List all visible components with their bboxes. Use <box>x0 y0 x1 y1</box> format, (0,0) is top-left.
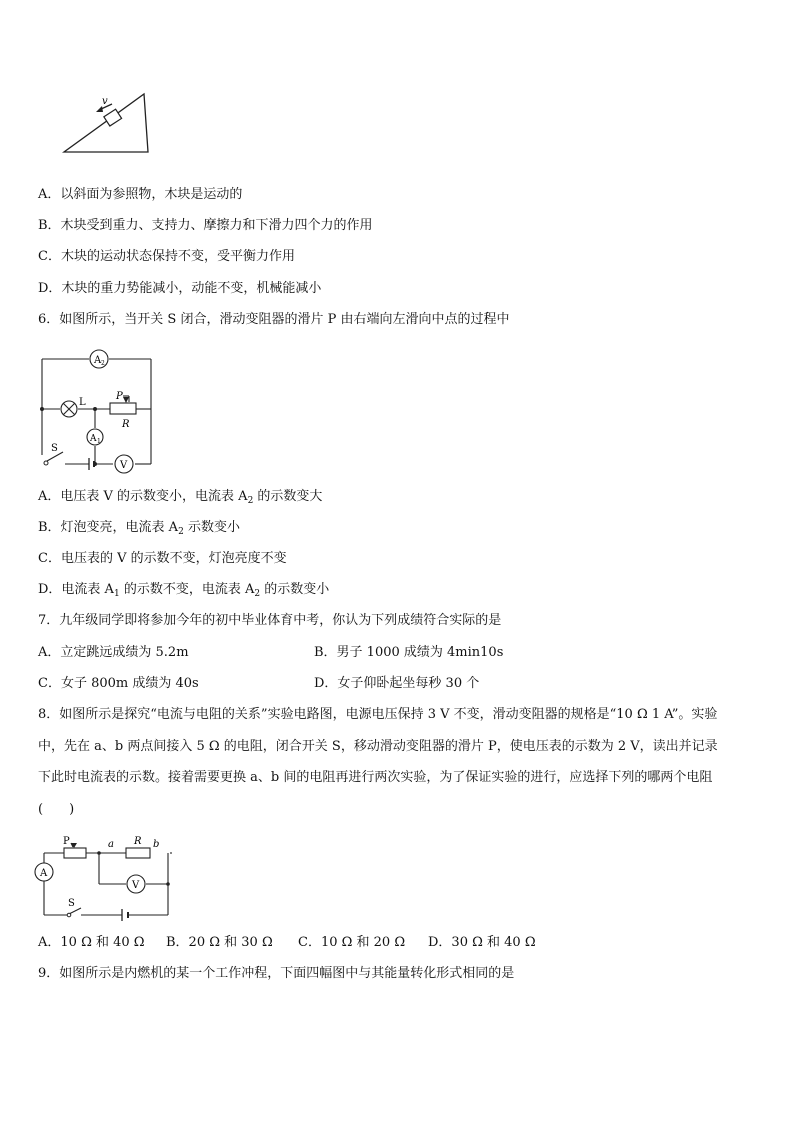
incline-figure <box>60 94 160 164</box>
q9-stem: 9．如图所示是内燃机的某一个工作冲程，下面四幅图中与其能量转化形式相同的是 <box>38 966 515 981</box>
q8-option-c: C．10 Ω 和 20 Ω <box>298 935 406 950</box>
q5-option-c: C．木块的运动状态保持不变，受平衡力作用 <box>38 249 295 264</box>
svg-text:P: P <box>116 391 123 402</box>
q6-option-b: B．灯泡变亮，电流表 $A_2$ 示数变小 <box>38 520 240 537</box>
svg-text:P: P <box>63 836 70 847</box>
svg-text:1: 1 <box>97 438 101 445</box>
q6-option-d: D．电流表 $A_1$ 的示数不变，电流表 $A_2$ 的示数变小 <box>38 582 330 599</box>
q6-stem: 6．如图所示，当开关 S 闭合，滑动变阻器的滑片 P 由右端向左滑向中点的过程中 <box>38 312 510 327</box>
q7-option-a: A．立定跳远成绩为 5.2m <box>38 645 189 660</box>
lamp-l <box>61 397 86 417</box>
svg-text:V: V <box>120 460 128 471</box>
q6-circuit-diagram <box>36 345 156 470</box>
point-b-label: b <box>153 839 160 850</box>
q8-option-b: B．20 Ω 和 30 Ω <box>166 935 273 950</box>
ammeter-a1 <box>87 429 103 445</box>
point-a-label: a <box>108 839 114 850</box>
q6-option-a: A．电压表 V 的示数变小，电流表 $A_2$ 的示数变大 <box>38 489 323 506</box>
q8-stem-line-1: 8．如图所示是探究“电流与电阻的关系”实验电路图，电源电压保持 3 V 不变，滑动变阻器的规格是“10 Ω 1 A”。实验 <box>38 707 718 722</box>
q8-stem-line-3: 下此时电流表的示数。接着需要更换 a、b 间的电阻再进行两次实验，为了保证实验的进行，应选择下列的哪两个电阻 <box>38 770 713 785</box>
q7-stem: 7．九年级同学即将参加今年的初中毕业体育中考，你认为下列成绩符合实际的是 <box>38 613 502 628</box>
ammeter-a <box>35 863 53 881</box>
svg-text:R: R <box>134 836 142 847</box>
svg-text:A: A <box>40 868 48 879</box>
svg-text:2: 2 <box>101 360 105 367</box>
svg-text:A: A <box>90 434 97 444</box>
switch-label: S <box>51 443 58 454</box>
resistor-r <box>126 836 150 858</box>
voltmeter-v <box>127 875 145 893</box>
q7-option-c: C．女子 800m 成绩为 40s <box>38 676 199 691</box>
q6-option-c: C．电压表的 V 的示数不变，灯泡亮度不变 <box>38 551 287 566</box>
q8-stem-line-2: 中，先在 a、b 两点间接入 5 Ω 的电阻，闭合开关 S，移动滑动变阻器的滑片 P，使电压表的示数为 2 V，读出并记录 <box>38 739 718 754</box>
q5-option-a: A．以斜面为参照物，木块是运动的 <box>38 187 243 202</box>
voltmeter-v <box>115 455 133 473</box>
q8-options <box>38 934 536 952</box>
svg-text:A: A <box>94 355 102 366</box>
rheostat <box>63 836 86 858</box>
q5-option-d: D．木块的重力势能减小，动能不变，机械能减小 <box>38 281 322 296</box>
svg-text:L: L <box>79 397 86 408</box>
q7-option-b: B．男子 1000 成绩为 4min10s <box>314 645 504 660</box>
velocity-label: v <box>102 96 108 107</box>
q8-option-a: A．10 Ω 和 40 Ω <box>38 935 145 950</box>
switch-label: S <box>68 898 75 909</box>
q5-option-b: B．木块受到重力、支持力、摩擦力和下滑力四个力的作用 <box>38 218 373 233</box>
rheostat-r <box>110 391 136 430</box>
ammeter-a2 <box>90 350 108 368</box>
q7-option-d: D．女子仰卧起坐每秒 30 个 <box>314 676 480 691</box>
q8-answer-blank: ( ) <box>38 802 75 817</box>
svg-text:V: V <box>132 880 140 891</box>
q8-circuit-diagram <box>36 831 176 921</box>
svg-text:R: R <box>122 419 130 430</box>
q8-option-d: D．30 Ω 和 40 Ω <box>428 935 536 950</box>
